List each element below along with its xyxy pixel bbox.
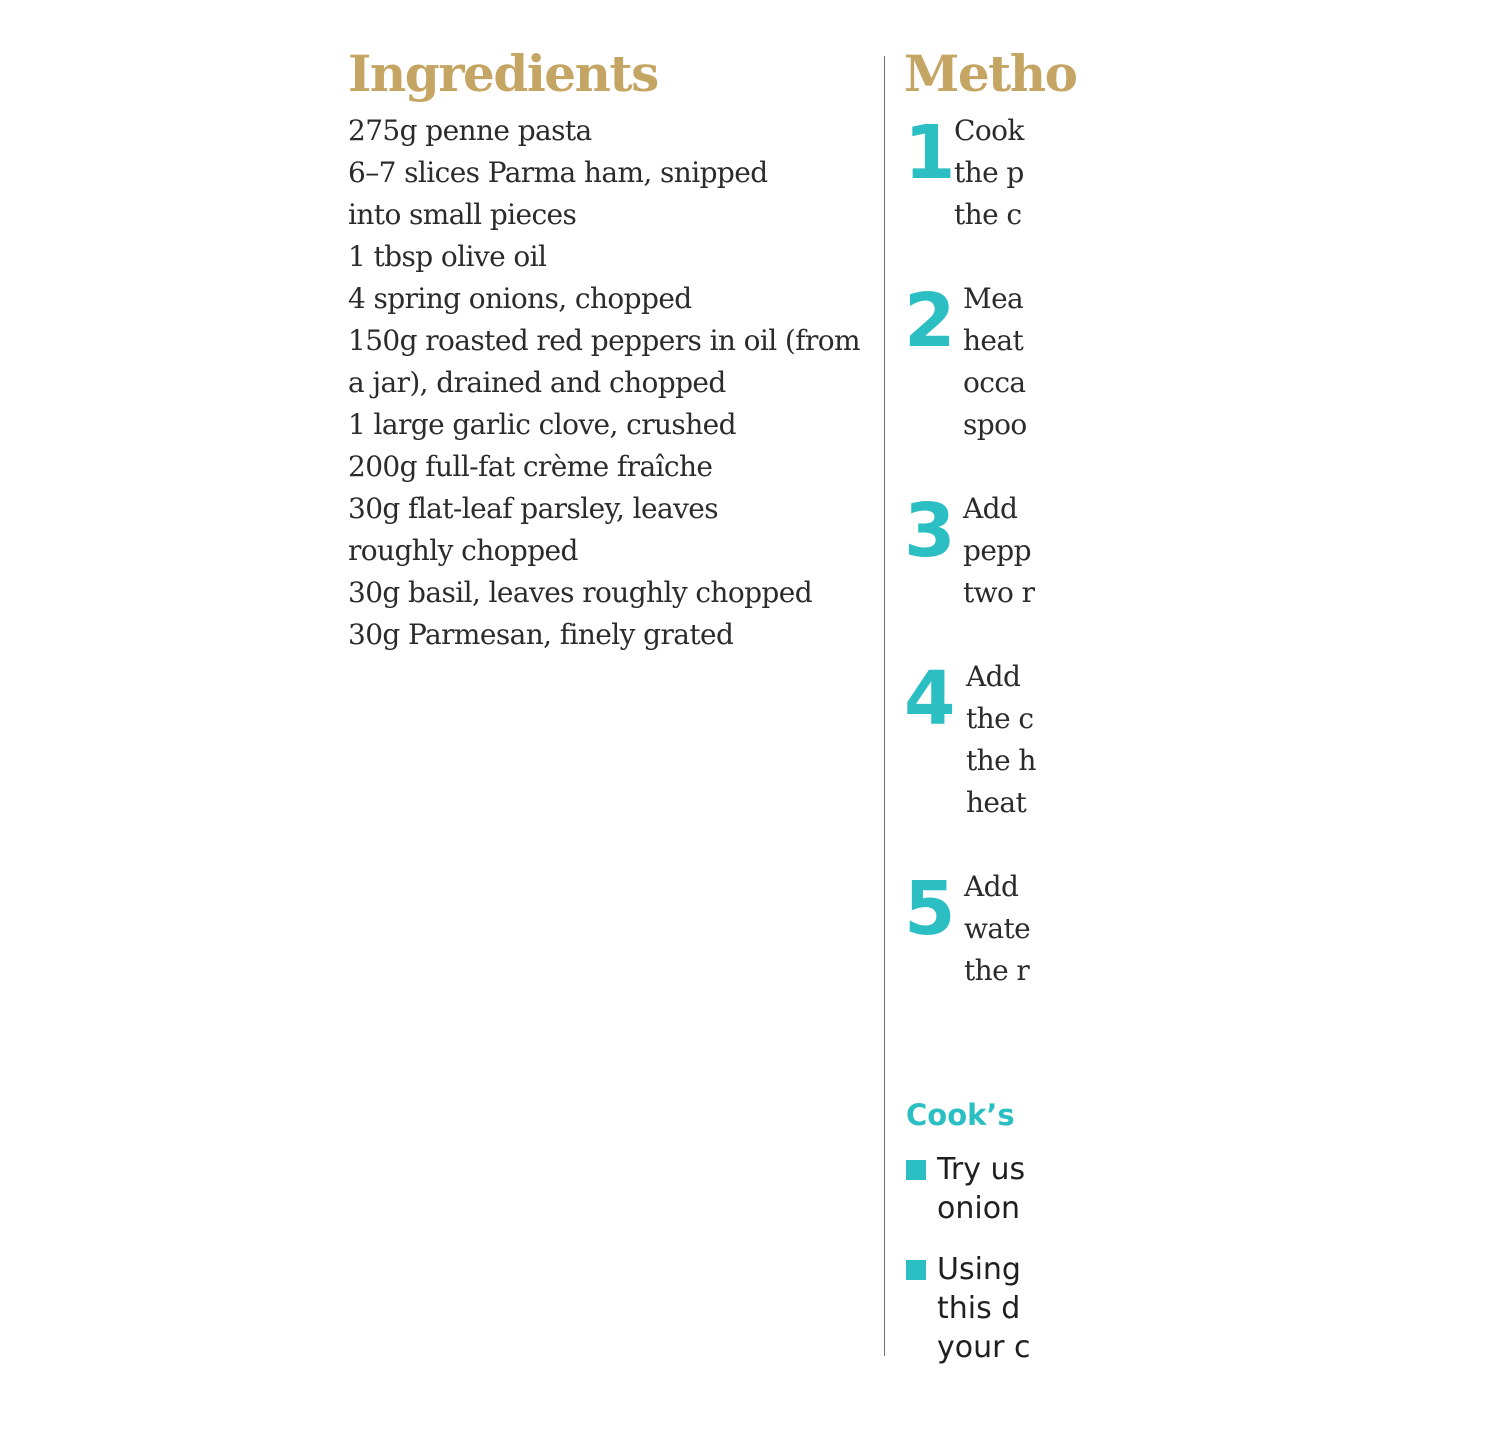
step-text: Mea heat occa spoo <box>963 282 1027 441</box>
method-heading: Metho <box>904 44 1077 103</box>
square-bullet-icon <box>906 1260 926 1280</box>
tip-item <box>906 1250 1506 1367</box>
tip-item <box>906 1150 1506 1228</box>
ingredient-line: 200g full-fat crème fraîche <box>348 450 713 483</box>
ingredient-line: 6–7 slices Parma ham, snipped <box>348 156 768 189</box>
step-number: 3 <box>904 488 956 574</box>
ingredient-line: 30g Parmesan, finely grated <box>348 618 734 651</box>
tip-text: Try us onion <box>937 1152 1026 1226</box>
ingredient-line: 30g basil, leaves roughly chopped <box>348 576 813 609</box>
method-section <box>904 42 1504 987</box>
step-text: Add the c the h heat <box>966 660 1036 819</box>
cooks-tips-heading: Cook’s <box>906 1098 1015 1132</box>
ingredient-line: 150g roasted red peppers in oil (from <box>348 324 861 357</box>
ingredients-heading: Ingredients <box>348 44 658 103</box>
step-number: 4 <box>904 656 956 742</box>
step-number: 5 <box>904 866 956 952</box>
ingredient-line: 1 tbsp olive oil <box>348 240 547 273</box>
cooks-tips-section <box>906 1092 1506 1367</box>
ingredient-line: into small pieces <box>348 198 577 231</box>
ingredient-line: 1 large garlic clove, crushed <box>348 408 736 441</box>
step-text: Add pepp two r <box>963 492 1035 609</box>
ingredient-line: 4 spring onions, chopped <box>348 282 692 315</box>
square-bullet-icon <box>906 1160 926 1180</box>
ingredient-line: roughly chopped <box>348 534 578 567</box>
ingredient-line: 30g flat-leaf parsley, leaves <box>348 492 719 525</box>
ingredients-list <box>348 110 868 656</box>
step-text: Cook the p the c <box>954 114 1024 231</box>
ingredient-line: a jar), drained and chopped <box>348 366 726 399</box>
step-number: 2 <box>904 278 956 364</box>
step-number: 1 <box>904 110 956 196</box>
ingredient-line: 275g penne pasta <box>348 114 592 147</box>
ingredients-section <box>348 42 868 656</box>
step-text: Add wate the r <box>964 870 1031 987</box>
column-divider <box>884 56 885 1356</box>
tip-text: Using this d your c <box>937 1252 1031 1365</box>
